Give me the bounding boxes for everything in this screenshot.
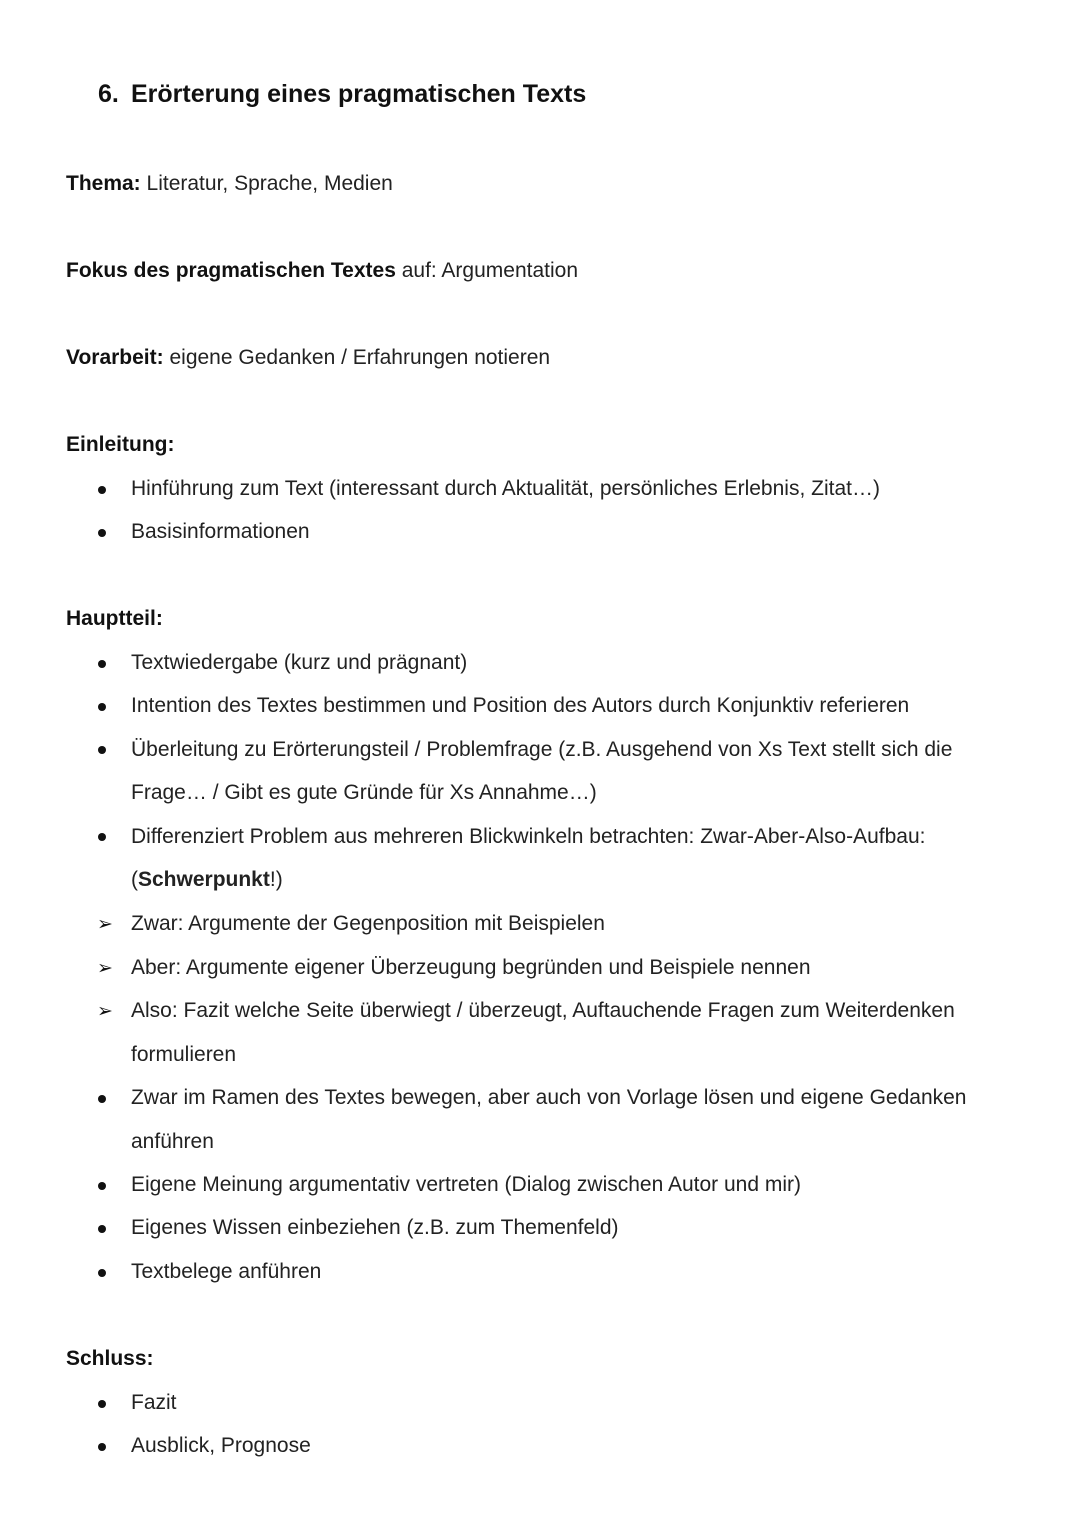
vorarbeit-label: Vorarbeit: [66, 346, 164, 369]
list-item: Ausblick, Prognose [131, 1434, 311, 1457]
thema-value: Literatur, Sprache, Medien [140, 172, 393, 195]
bullet-icon [98, 703, 106, 711]
einleitung-heading: Einleitung: [66, 433, 175, 456]
section-number: 6. [98, 80, 119, 108]
list-item: Textwiedergabe (kurz und prägnant) [131, 651, 468, 674]
bullet-icon [98, 746, 106, 754]
section-title: Erörterung eines pragmatischen Texts [131, 80, 587, 108]
bullet-icon [98, 1182, 106, 1190]
bullet-icon [98, 833, 106, 841]
list-item-continuation: formulieren [131, 1043, 237, 1066]
bullet-icon [98, 1225, 106, 1233]
fokus-label: Fokus des pragmatischen Textes [66, 259, 396, 282]
bullet-icon [98, 1269, 106, 1277]
bullet-icon [98, 1443, 106, 1451]
arrow-bullet-icon: ➢ [97, 914, 113, 935]
bullet-icon [98, 1400, 106, 1408]
list-item: Differenziert Problem aus mehreren Blickwinkeln betrachten: Zwar-Aber-Also-Aufbau: [131, 825, 926, 848]
list-item-continuation: anführen [131, 1130, 214, 1153]
list-item: Also: Fazit welche Seite überwiegt / überzeugt, Auftauchende Fragen zum Weiterdenken [131, 999, 955, 1022]
bullet-icon [98, 660, 106, 668]
hauptteil-heading: Hauptteil: [66, 607, 163, 630]
list-item: Intention des Textes bestimmen und Position des Autors durch Konjunktiv referieren [131, 694, 910, 717]
bullet-icon [98, 529, 106, 537]
list-item: Textbelege anführen [131, 1260, 322, 1283]
fokus-line [66, 259, 578, 283]
list-item: Überleitung zu Erörterungsteil / Problemfrage (z.B. Ausgehend von Xs Text stellt sich die [131, 738, 953, 761]
vorarbeit-value: eigene Gedanken / Erfahrungen notieren [163, 346, 551, 369]
list-item-continuation: Frage… / Gibt es gute Gründe für Xs Annahme…) [131, 781, 597, 804]
page-title [98, 80, 586, 109]
fokus-value: auf: Argumentation [395, 259, 579, 282]
list-item: Basisinformationen [131, 520, 310, 543]
list-item: Zwar im Ramen des Textes bewegen, aber auch von Vorlage lösen und eigene Gedanken [131, 1086, 967, 1109]
schluss-heading: Schluss: [66, 1347, 154, 1370]
list-item: Eigenes Wissen einbeziehen (z.B. zum Themenfeld) [131, 1216, 619, 1239]
vorarbeit-line [66, 346, 550, 370]
arrow-bullet-icon: ➢ [97, 958, 113, 979]
arrow-bullet-icon: ➢ [97, 1001, 113, 1022]
list-item: Hinführung zum Text (interessant durch Aktualität, persönliches Erlebnis, Zitat…) [131, 477, 880, 500]
thema-label: Thema: [66, 172, 141, 195]
list-item: Eigene Meinung argumentativ vertreten (Dialog zwischen Autor und mir) [131, 1173, 802, 1196]
list-item: Fazit [131, 1391, 177, 1414]
bullet-icon [98, 486, 106, 494]
list-item: Zwar: Argumente der Gegenposition mit Beispielen [131, 912, 605, 935]
list-item-continuation: (Schwerpunkt!) [131, 868, 283, 891]
bullet-icon [98, 1095, 106, 1103]
list-item: Aber: Argumente eigener Überzeugung begründen und Beispiele nennen [131, 956, 811, 979]
thema-line [66, 172, 393, 196]
emphasis-schwerpunkt: Schwerpunkt [138, 868, 270, 891]
